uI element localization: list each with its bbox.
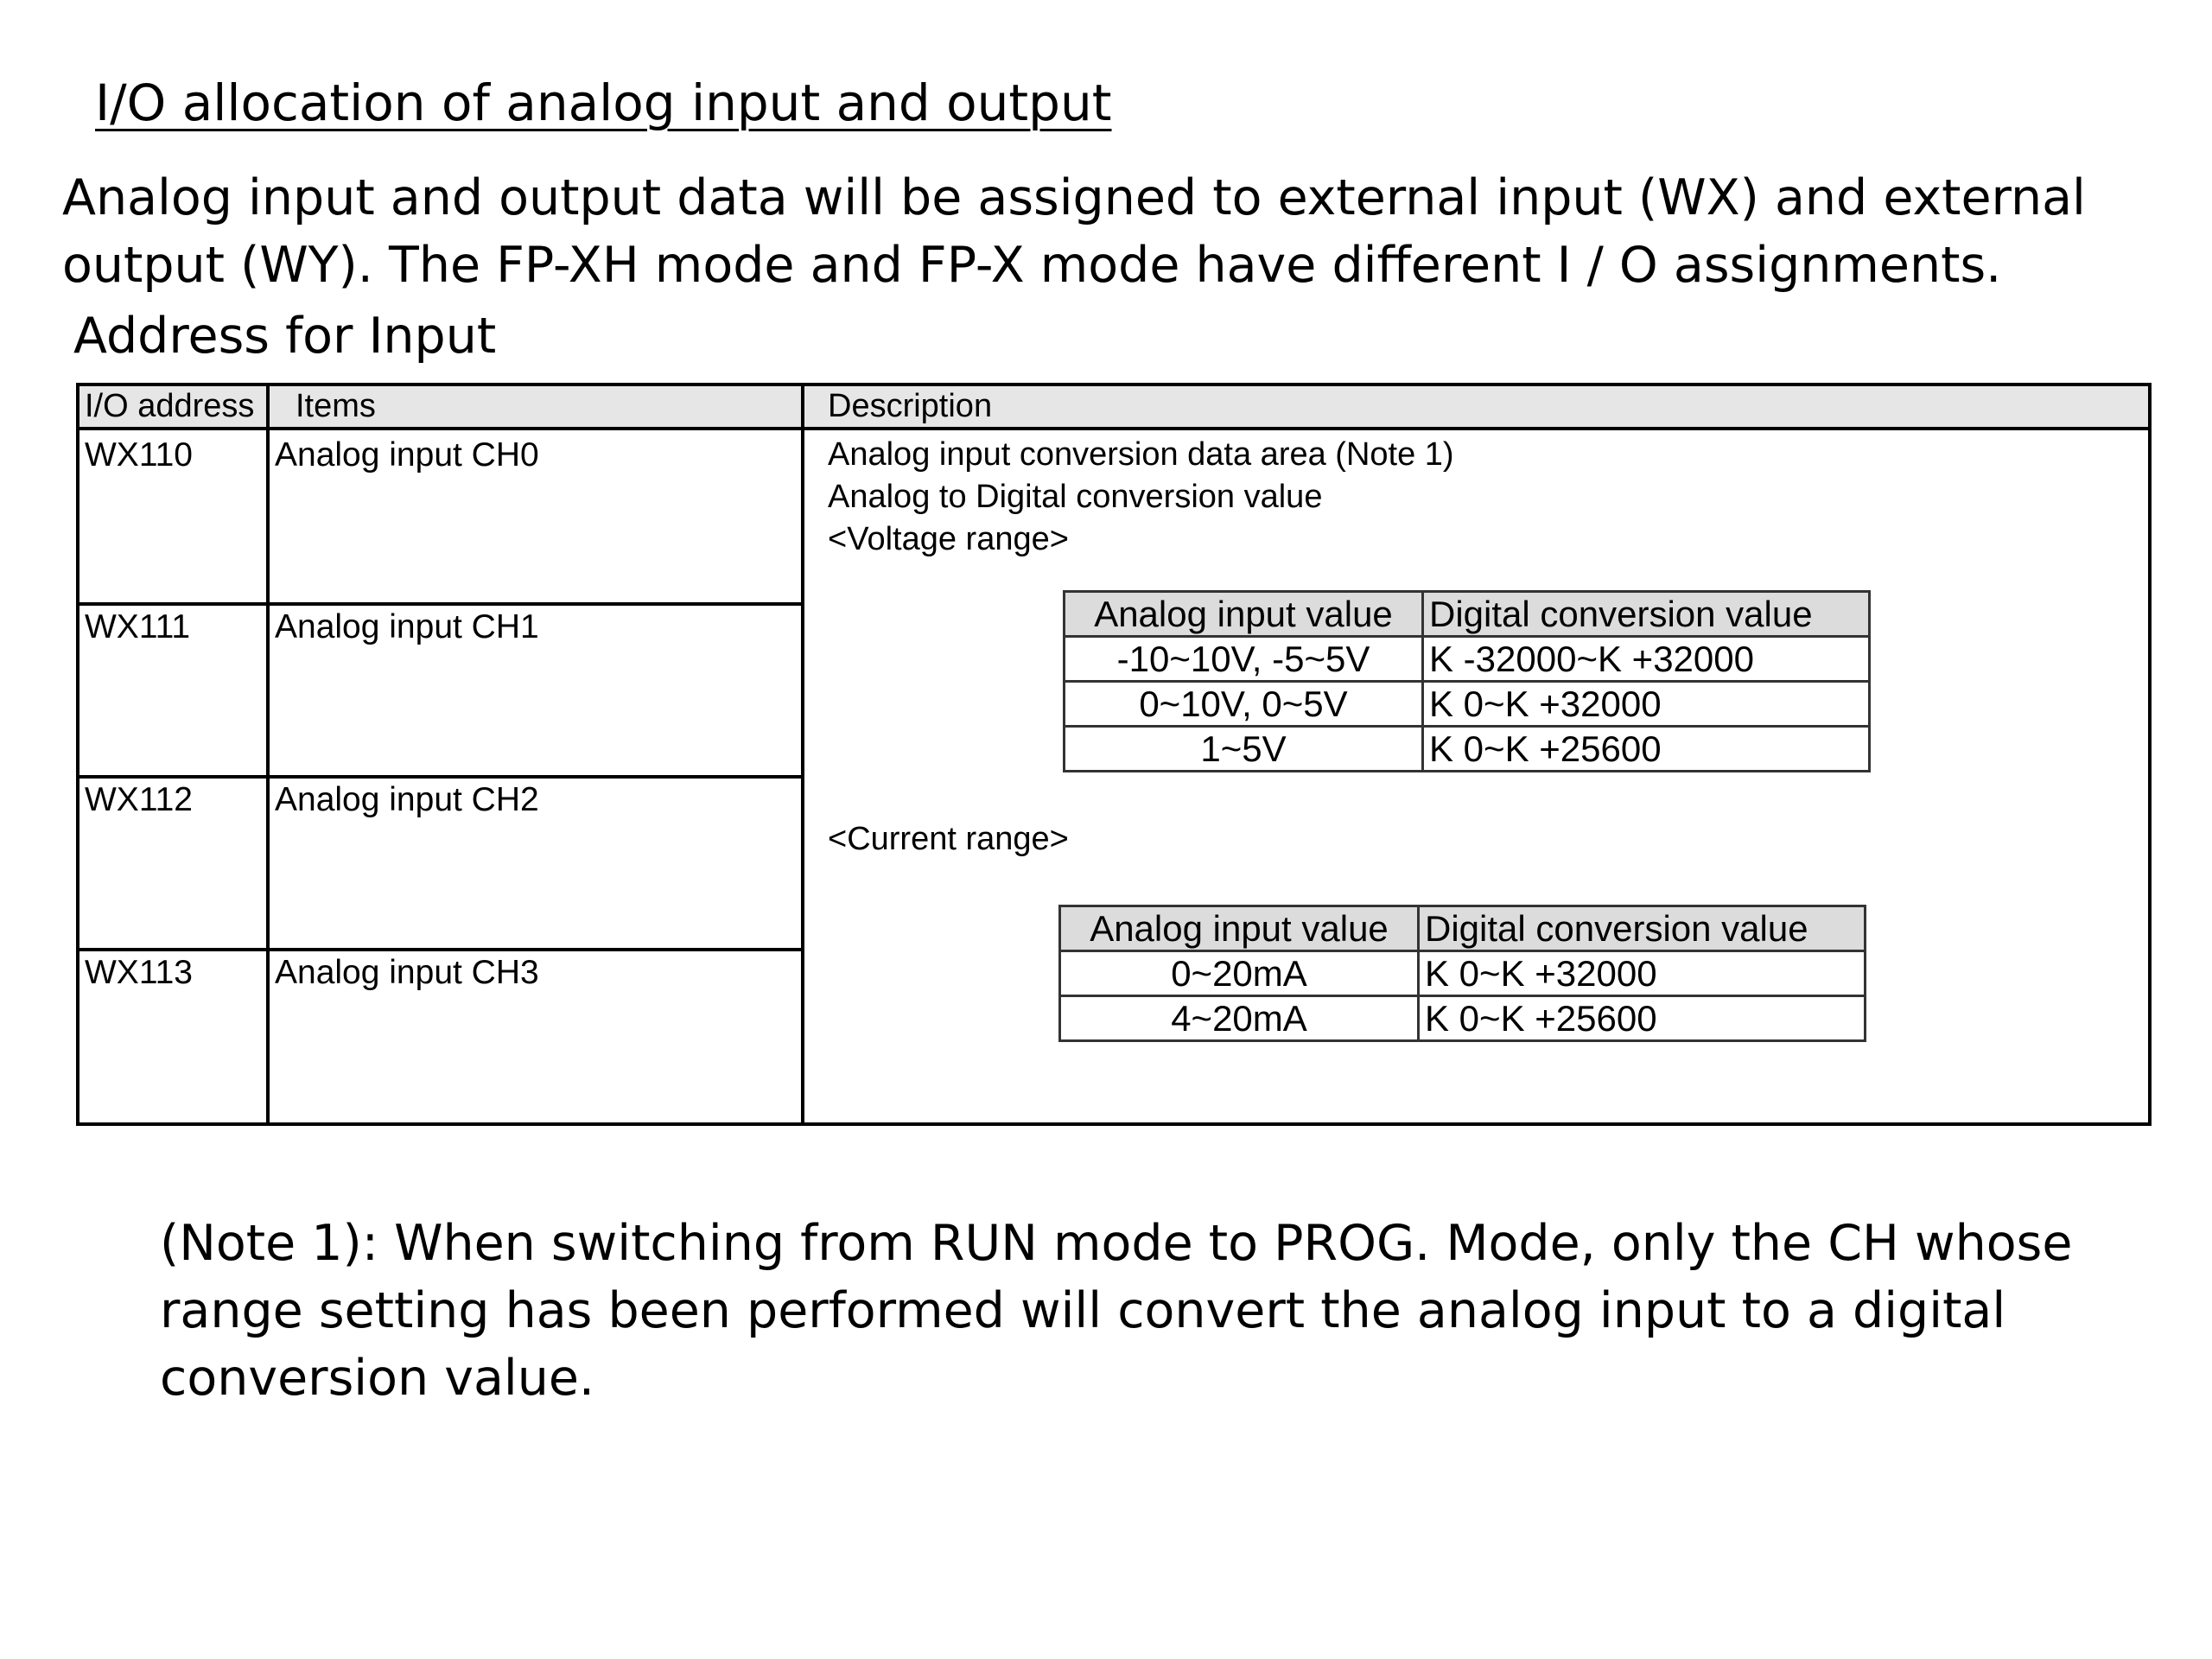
analog-value-cell: 1~5V — [1065, 727, 1423, 772]
item-cell: Analog input CH3 — [275, 954, 539, 991]
description-line: Analog to Digital conversion value — [828, 479, 1323, 515]
address-cell: WX111 — [85, 608, 191, 645]
table-header — [79, 386, 2148, 430]
header-description: Description — [828, 388, 993, 424]
column-header: Digital conversion value — [1419, 906, 1866, 951]
table-header-row — [1065, 592, 1870, 637]
digital-value-cell: K 0~K +32000 — [1419, 951, 1866, 996]
address-cell: WX112 — [85, 781, 193, 818]
page-title: I/O allocation of analog input and output — [95, 73, 1112, 132]
address-cell: WX113 — [85, 954, 193, 991]
table-row — [1060, 996, 1866, 1041]
table-header-row — [1060, 906, 1866, 951]
analog-value-cell: 0~20mA — [1060, 951, 1419, 996]
intro-paragraph: Analog input and output data will be assigned to external input (WX) and external output (WY). The FP-XH mode and FP-X mode have different I / O assignments. — [62, 169, 2086, 294]
current-conversion-table — [1058, 905, 1866, 1042]
column-header: Analog input value — [1060, 906, 1419, 951]
item-cell: Analog input CH2 — [275, 781, 539, 818]
column-divider — [801, 386, 804, 1122]
analog-value-cell: 4~20mA — [1060, 996, 1419, 1041]
item-cell: Analog input CH0 — [275, 436, 539, 474]
voltage-range-label: <Voltage range> — [828, 521, 1069, 557]
table-row — [1065, 637, 1870, 682]
table-row — [79, 779, 801, 951]
analog-value-cell: -10~10V, -5~5V — [1065, 637, 1423, 682]
description-line: Analog input conversion data area (Note 1) — [828, 436, 1454, 473]
header-io-address: I/O address — [85, 388, 255, 424]
address-cell: WX110 — [85, 436, 193, 474]
address-table — [76, 383, 2152, 1126]
table-row — [1065, 682, 1870, 727]
table-row — [1065, 727, 1870, 772]
digital-value-cell: K 0~K +25600 — [1423, 727, 1870, 772]
table-row — [79, 430, 801, 603]
column-header: Digital conversion value — [1423, 592, 1870, 637]
analog-value-cell: 0~10V, 0~5V — [1065, 682, 1423, 727]
voltage-conversion-table — [1063, 590, 1871, 772]
digital-value-cell: K 0~K +25600 — [1419, 996, 1866, 1041]
table-row — [79, 606, 801, 779]
digital-value-cell: K -32000~K +32000 — [1423, 637, 1870, 682]
item-cell: Analog input CH1 — [275, 608, 539, 645]
column-header: Analog input value — [1065, 592, 1423, 637]
section-heading: Address for Input — [73, 308, 497, 365]
table-row — [79, 951, 801, 1124]
digital-value-cell: K 0~K +32000 — [1423, 682, 1870, 727]
footnote: (Note 1): When switching from RUN mode to PROG. Mode, only the CH whose range setting has been performed will convert the analog input to a digital conversion value. — [160, 1215, 2073, 1407]
current-range-label: <Current range> — [828, 821, 1069, 857]
header-items: Items — [296, 388, 376, 424]
table-row — [1060, 951, 1866, 996]
